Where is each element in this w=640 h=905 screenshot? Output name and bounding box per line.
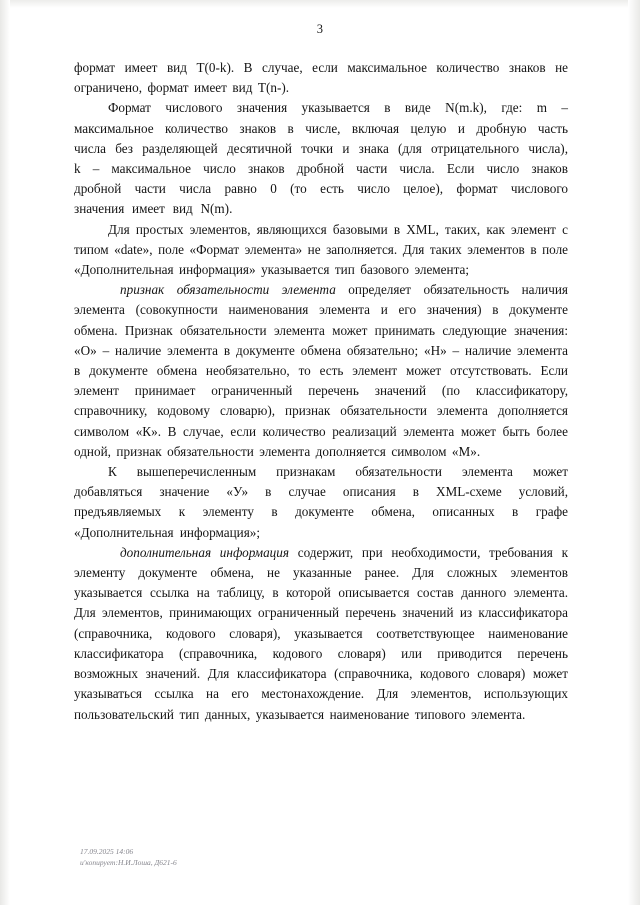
document-body <box>74 58 568 725</box>
footer-stamp <box>80 846 177 868</box>
scan-edge-right <box>628 0 640 905</box>
paragraph-3: Для простых элементов, являющихся базовыми в XML, таких, как элемент с типом «date», поле «Формат элемента» не заполняется. Для таких элементов в поле «Дополнительная информация» указывается тип базового элемента; <box>74 221 568 278</box>
paragraph-1: формат имеет вид T(0-k). В случае, если максимальное количество знаков не ограничено, формат имеет вид T(n-). <box>74 60 568 96</box>
paragraph-4-text: определяет обязательность наличия элемента (совокупности наименования элемента и его значения) в документе обмена. Признак обязательности элемента может принимать следующие значения: «О» – наличие элемента в документе обмена обязательно; «Н» – наличие элемента в документе обмена необязательно, то есть элемент может отсутствовать. Если элемент принимает ограниченный перечень значений (по классификатору, справочнику, кодовому словарю), признак обязательности элемента дополняется символом «К». В случае, если количество реализаций элемента может быть более одной, признак обязательности элемента дополняется символом «М». <box>74 282 568 459</box>
term-obligation: признак обязательности элемента <box>120 282 336 298</box>
term-additional-info: дополнительная информация <box>120 544 289 560</box>
paragraph-4 <box>74 280 568 462</box>
paragraph-2: Формат числового значения указывается в виде N(m.k), где: m – максимальное количество знаков в числе, включая целую и дробную часть числа без разделяющей десятичной точки и знака (для отрицательного числа), k – максимальное число знаков дробной части числа. Если число знаков дробной части числа равно 0 (то есть число целое), формат числового значения имеет вид N(m). <box>74 100 568 217</box>
paragraph-6-text: содержит, при необходимости, требования к элементу документе обмена, не указанные ранее. Для сложных элементов указывается ссылка на таблицу, в которой описывается состав данного элемента. Для элементов, принимающих ограниченный перечень значений из классификатора (справочника, кодового словаря), указывается соответствующее наименование классификатора (справочника, кодового словаря) или приводится перечень возможных значений. Для классификатора (справочника, кодового словаря) может указываться ссылка на его местонахождение. Для элементов, использующих пользовательский тип данных, указывается наименование типового элемента. <box>74 544 569 722</box>
footer-stamp-date: 17.09.2025 14:06 <box>80 847 134 856</box>
page-number: 3 <box>316 22 324 36</box>
footer-stamp-copy: и'копирует:Н.И.Лоша, Д621-6 <box>80 858 177 867</box>
scan-edge-left <box>0 0 10 905</box>
scan-edge-top <box>0 0 640 8</box>
paragraph-6 <box>74 543 568 725</box>
paragraph-5: К вышеперечисленным признакам обязательности элемента может добавляться значение «У» в случае описания в XML-схеме условий, предъявляемых к элементу в документе обмена, описанных в графе «Дополнительная информация»; <box>74 464 568 540</box>
